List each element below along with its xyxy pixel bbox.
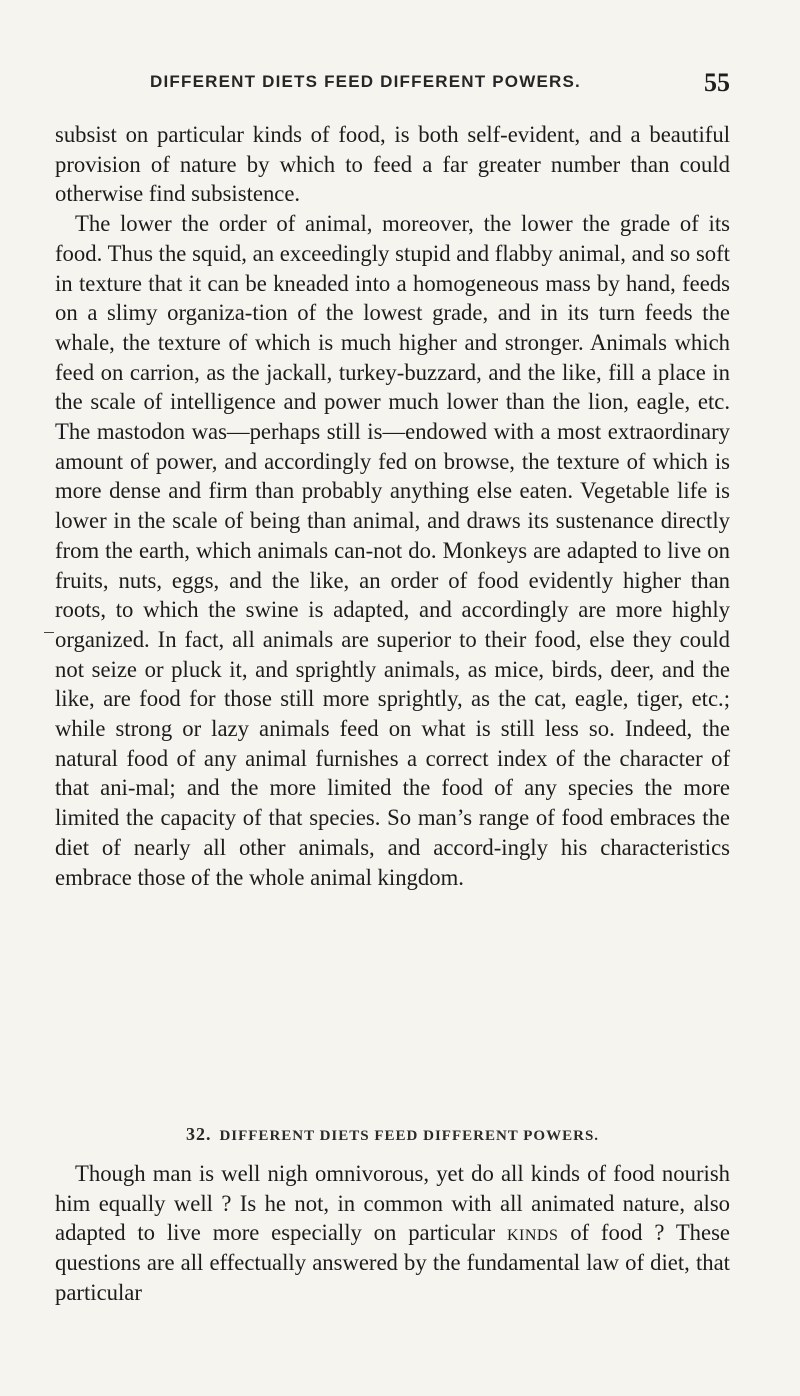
section-text-end: of food ? These questions are all effectually answered by the fundamental law of diet, that particular [55, 1220, 730, 1305]
section-title: DIFFERENT DIETS FEED DIFFERENT POWERS. [219, 1128, 600, 1144]
running-title: DIFFERENT DIETS FEED DIFFERENT POWERS. [150, 72, 581, 91]
body-text [55, 120, 730, 892]
section-number: 32. [185, 1124, 212, 1144]
running-head [150, 68, 730, 102]
section-paragraph [55, 1159, 730, 1308]
page-number: 55 [704, 68, 730, 97]
section-heading [55, 1124, 730, 1145]
small-caps-word: kinds [506, 1220, 559, 1246]
paragraph-lower-order: The lower the order of animal, moreover, the lower the grade of its food. Thus the squid, an exceedingly stupid and flabby animal, and so soft in texture that it can be kneaded into a homogeneous mass by hand, feeds on a slimy organiza-tion of the lowest grade, and in its turn feeds the whale, the texture of which is much higher and stronger. Animals which feed on carrion, as the jackall, turkey-buzzard, and the like, fill a place in the scale of intelligence and power much lower than the lion, eagle, etc. The mastodon was—perhaps still is—endowed with a most extraordinary amount of power, and accordingly fed on browse, the texture of which is more dense and firm than probably anything else eaten. Vegetable life is lower in the scale of being than animal, and draws its sustenance directly from the earth, which animals can-not do. Monkeys are adapted to live on fruits, nuts, eggs, and the like, an order of food evidently higher than roots, to which the swine is adapted, and accordingly are more highly organized. In fact, all animals are superior to their food, else they could not seize or pluck it, and sprightly animals, as mice, birds, deer, and the like, are food for those still more sprightly, as the cat, eagle, tiger, etc.; while strong or lazy animals feed on what is still less so. Indeed, the natural food of any animal furnishes a correct index of the character of that ani-mal; and the more limited the food of any species the more limited the capacity of that species. So man’s range of food embraces the diet of nearly all other animals, and accord-ingly his characteristics embrace those of the whole animal kingdom. [55, 211, 730, 890]
section-text [55, 1159, 730, 1308]
paragraph-continuation: subsist on particular kinds of food, is both self-evident, and a beautiful provision of nature by which to feed a far greater number than could otherwise find subsistence. [55, 122, 730, 207]
section-text-start: Though man is well nigh omnivorous, yet do all kinds of food nourish him equally well ? Is he not, in common with all animated nature, also adapted to live more especially on particular [55, 1161, 730, 1246]
margin-mark [44, 632, 54, 633]
